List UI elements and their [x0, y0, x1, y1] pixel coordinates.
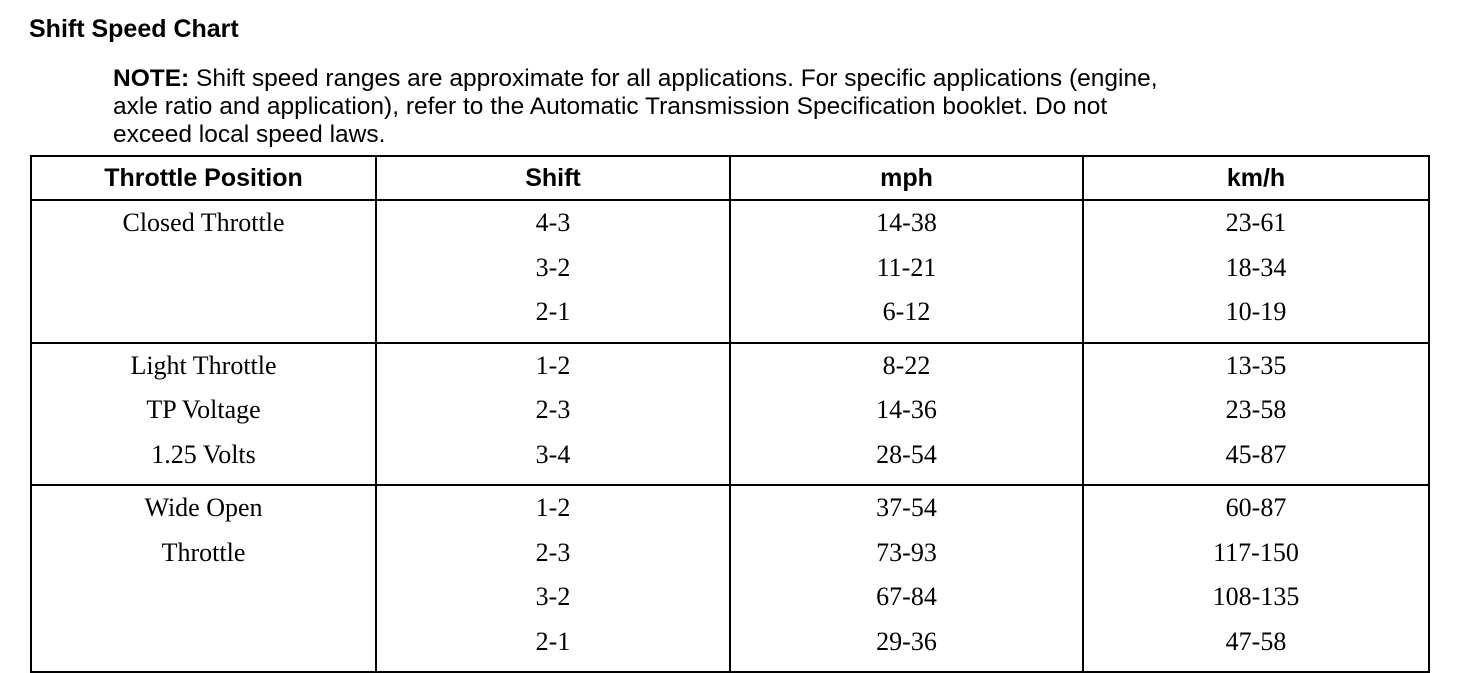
header-mph: mph	[730, 156, 1083, 200]
shift-cell	[376, 343, 730, 486]
note-paragraph	[113, 65, 1413, 149]
mph-cell	[730, 485, 1083, 672]
mph-value: 29-36	[876, 626, 937, 656]
kmh-value: 45-87	[1225, 439, 1287, 469]
kmh-value: 23-61	[1225, 208, 1287, 237]
kmh-value: 60-87	[1225, 493, 1287, 522]
shift-value: 2-3	[535, 537, 571, 567]
kmh-value: 108-135	[1212, 582, 1300, 611]
table-row-light-throttle	[31, 343, 1429, 486]
shift-value: 2-1	[535, 626, 571, 656]
table-header-row	[31, 156, 1429, 200]
throttle-position-cell	[31, 200, 376, 343]
mph-value: 67-84	[876, 582, 937, 611]
shift-value: 1-2	[535, 493, 571, 522]
kmh-value: 23-58	[1225, 395, 1287, 424]
mph-value: 37-54	[876, 493, 937, 522]
throttle-position-text: Closed Throttle	[122, 208, 285, 237]
header-kmh: km/h	[1083, 156, 1429, 200]
mph-value: 8-22	[882, 350, 931, 380]
kmh-value: 47-58	[1225, 626, 1287, 656]
shift-value: 3-2	[535, 582, 571, 611]
shift-value: 1-2	[535, 350, 571, 380]
note-text-3: exceed local speed laws.	[113, 121, 386, 148]
shift-value: 2-1	[535, 297, 571, 326]
kmh-cell	[1083, 485, 1429, 672]
kmh-value: 18-34	[1225, 252, 1287, 282]
shift-value: 2-3	[535, 395, 571, 424]
note-label: NOTE:	[113, 65, 190, 92]
kmh-cell	[1083, 200, 1429, 343]
throttle-position-text: Wide Open	[144, 493, 263, 522]
note-text-2: axle ratio and application), refer to the Automatic Transmission Specification booklet. Do not	[113, 93, 1108, 120]
mph-value: 6-12	[882, 297, 931, 326]
mph-value: 28-54	[876, 439, 937, 469]
header-throttle-position: Throttle Position	[31, 156, 376, 200]
page-title: Shift Speed Chart	[29, 15, 239, 43]
shift-value: 3-2	[535, 252, 571, 282]
shift-value: 3-4	[535, 439, 571, 469]
mph-value: 11-21	[876, 252, 937, 282]
throttle-position-text: Throttle	[161, 537, 246, 567]
throttle-position-cell	[31, 485, 376, 672]
shift-cell	[376, 485, 730, 672]
shift-speed-table	[30, 155, 1430, 673]
table-row-closed-throttle	[31, 200, 1429, 343]
mph-value: 14-36	[876, 395, 937, 424]
throttle-position-text: Light Throttle	[130, 350, 277, 380]
shift-cell	[376, 200, 730, 343]
kmh-value: 10-19	[1225, 297, 1287, 326]
mph-value: 73-93	[876, 537, 937, 567]
mph-value: 14-38	[876, 208, 937, 237]
header-shift: Shift	[376, 156, 730, 200]
mph-cell	[730, 343, 1083, 486]
throttle-position-cell	[31, 343, 376, 486]
kmh-value: 117-150	[1213, 537, 1299, 567]
shift-value: 4-3	[535, 208, 571, 237]
kmh-value: 13-35	[1225, 350, 1287, 380]
mph-cell	[730, 200, 1083, 343]
kmh-cell	[1083, 343, 1429, 486]
note-line-1	[113, 65, 1413, 93]
throttle-position-text: 1.25 Volts	[151, 439, 256, 469]
throttle-position-text: TP Voltage	[146, 395, 261, 424]
note-text-1: Shift speed ranges are approximate for all applications. For specific applications (engine,	[196, 65, 1158, 92]
table-row-wide-open-throttle	[31, 485, 1429, 672]
